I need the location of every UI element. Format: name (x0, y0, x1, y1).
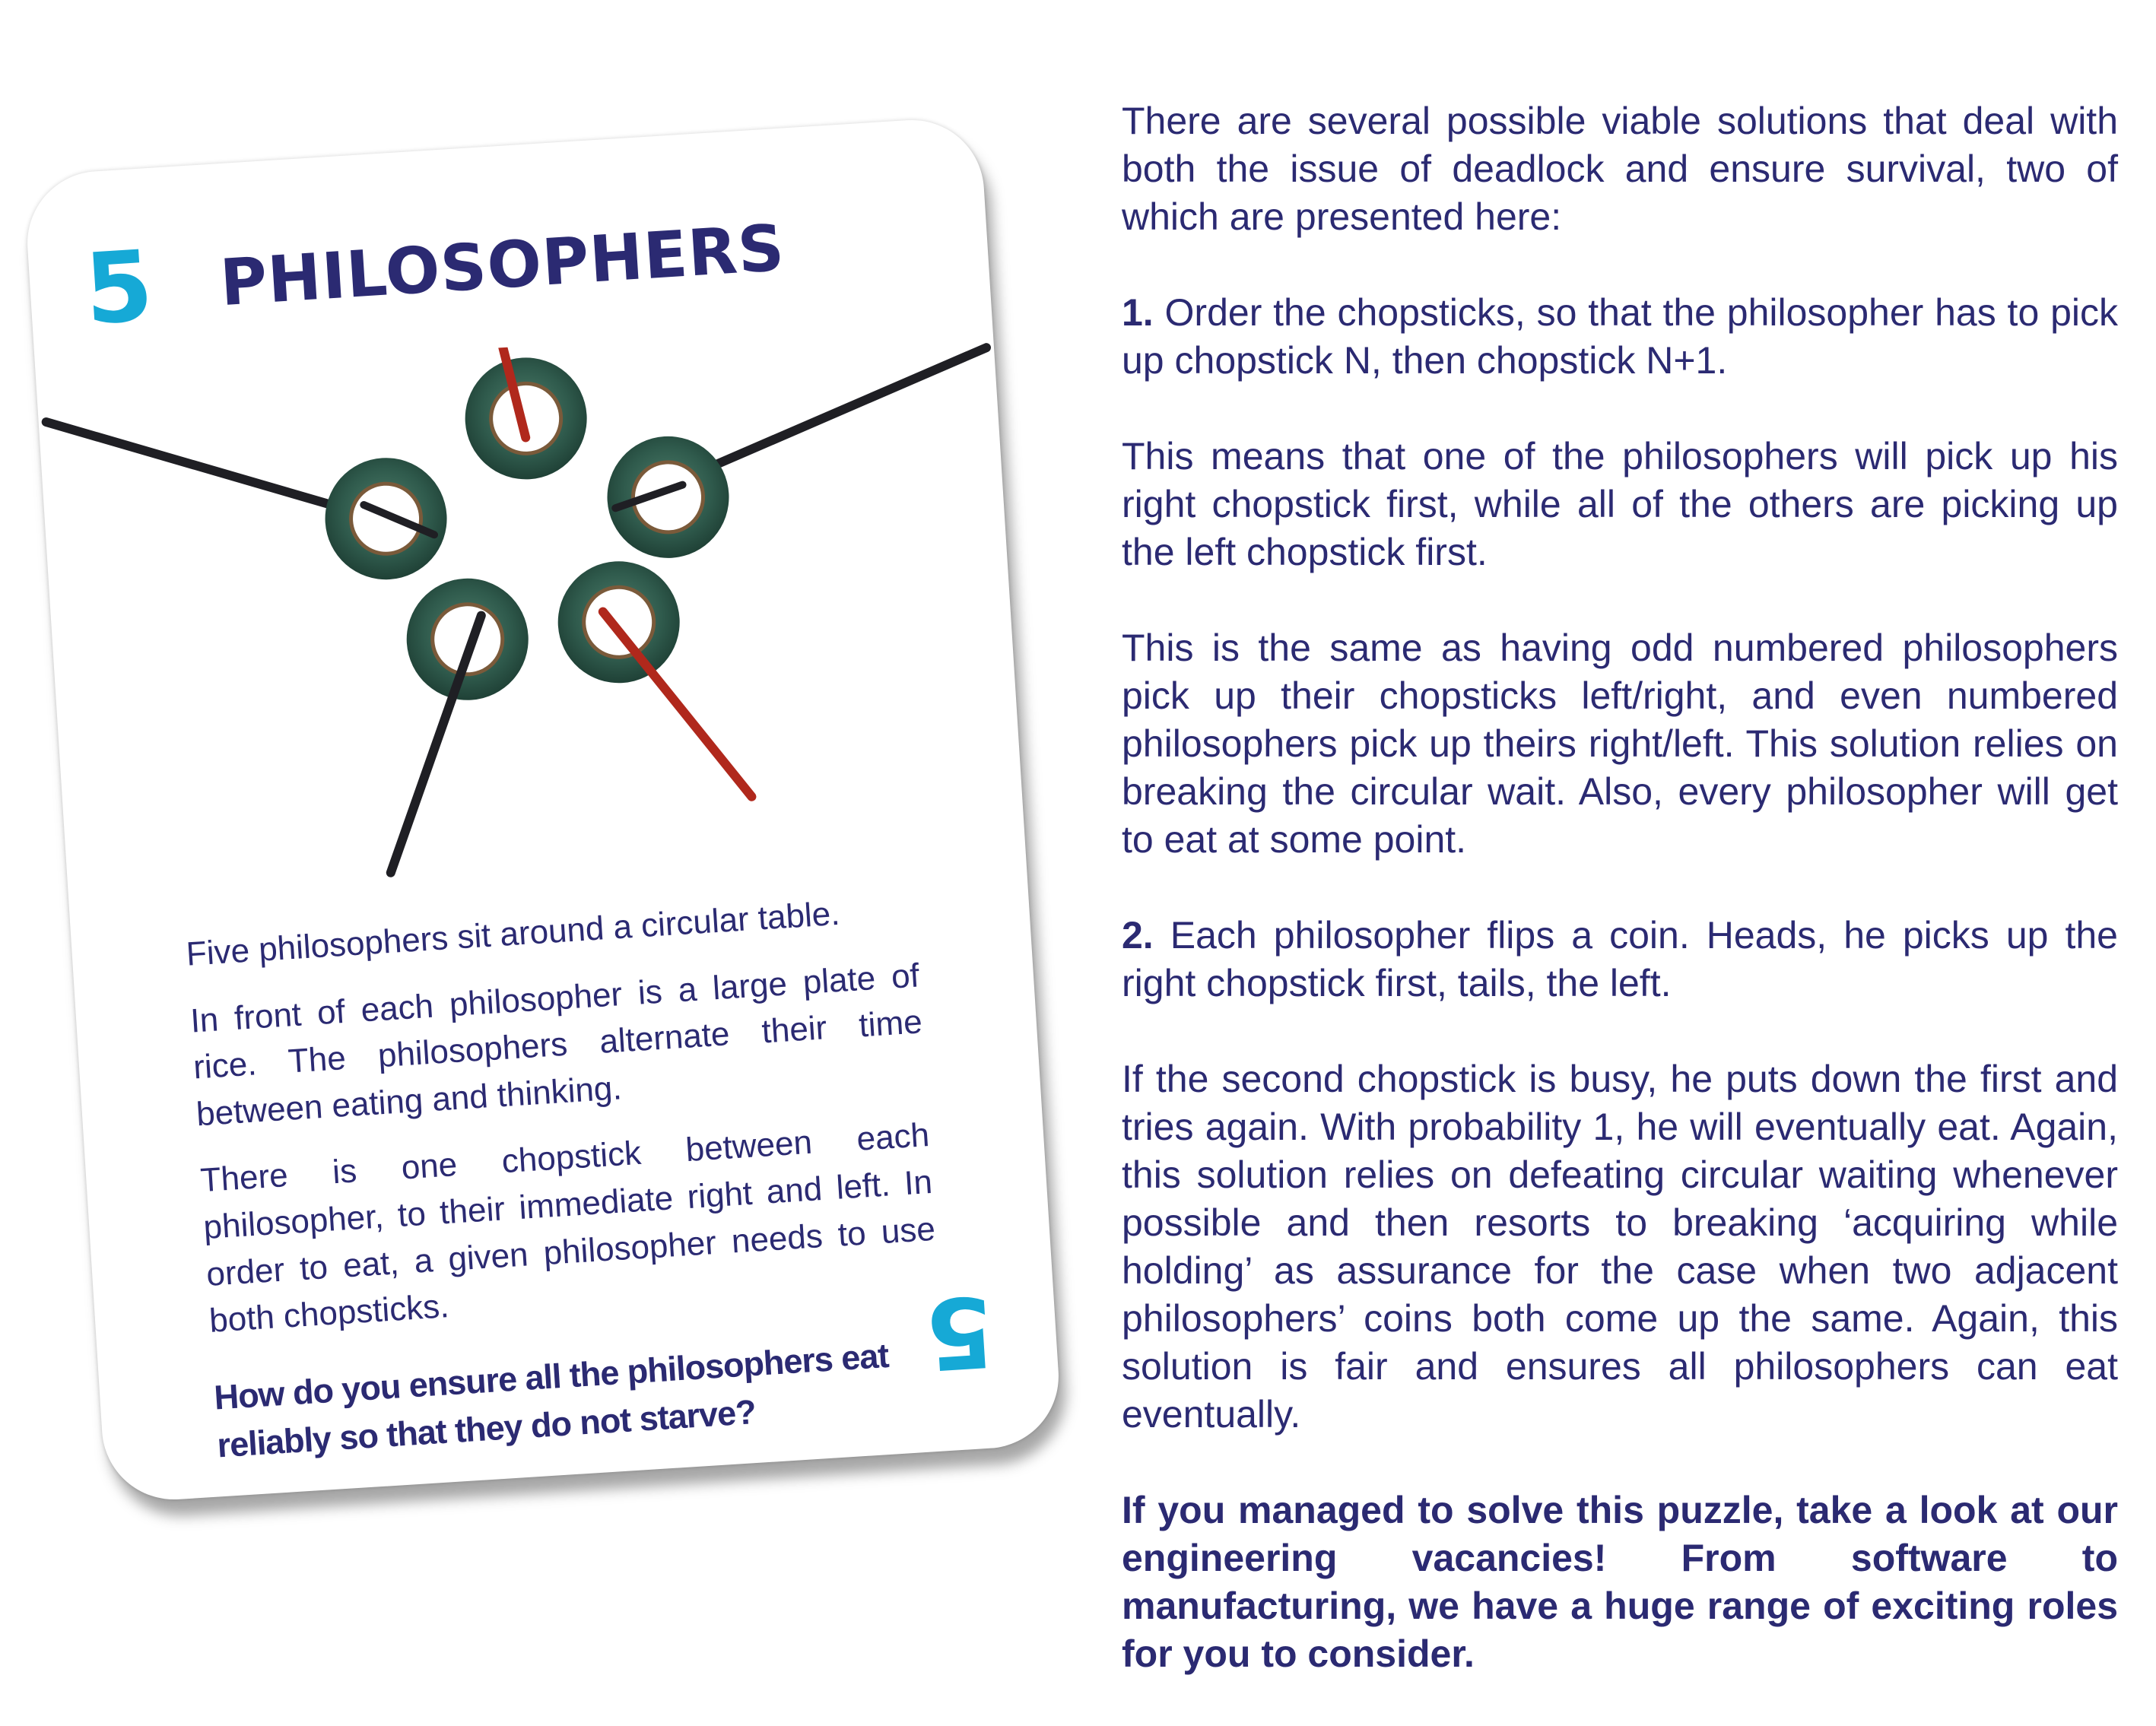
ring-top (462, 354, 591, 484)
solution-intro: There are several possible viable solutions that deal with both the issue of deadlock and ensure survival, two of which are presented here: (1122, 100, 2118, 238)
card-description (185, 886, 948, 1490)
rings-chopsticks-illustration (36, 317, 1025, 909)
card-number-inverted: 5 (922, 1273, 997, 1391)
solution-2-text: Each philosopher flips a coin. Heads, he picks up the right chopstick first, tails, the left. (1122, 914, 2118, 1004)
solution-1-text: Order the chopsticks, so that the philosopher has to pick up chopstick N, then chopstick N+1. (1122, 291, 2118, 382)
ring-bottom-right (554, 557, 684, 687)
card-intro: Five philosophers sit around a circular table. (185, 894, 841, 973)
ring-right (604, 433, 733, 562)
solution-1-summary: This is the same as having odd numbered philosophers pick up their chopsticks left/right, and even numbered philosophers pick up theirs right/left. This solution relies on breaking the circular wait. Also, every philosopher will get to eat at some point. (1122, 627, 2118, 861)
puzzle-card (23, 116, 1062, 1504)
ring-bottom-left (403, 575, 532, 704)
ring-left (322, 454, 451, 583)
card-title: PHILOSOPHERS (218, 210, 787, 321)
solution-2-detail: If the second chopstick is busy, he puts down the first and tries again. With probability 1, he will eventually eat. Again, this solution relies on defeating circular waiting whenever possible and then resorts to breaking ‘acquiring while holding’ as assurance for the case when two adjacent philosophers’ coins both come up the same. Again, this solution is fair and ensures all philosophers can eat eventually. (1122, 1058, 2118, 1436)
card-question: How do you ensure all the philosophers eat reliably so that they do not starve? (213, 1335, 890, 1465)
card-paragraph-chopsticks: There is one chopstick between each philosopher, to their immediate right and left. In order to eat, a given philosopher needs to use both chopsticks. (199, 1116, 937, 1340)
card-number: 5 (81, 230, 157, 347)
solution-text (1122, 97, 2118, 1726)
solution-2-number: 2. (1122, 914, 1154, 957)
solution-1-detail: This means that one of the philosophers will pick up his right chopstick first, while all of the others are picking up the left chopstick first. (1122, 435, 2118, 573)
solution-2 (1122, 912, 2118, 1007)
solution-1 (1122, 289, 2118, 385)
call-to-action: If you managed to solve this puzzle, take a look at our engineering vacancies! From software to manufacturing, we have a huge range of exciting roles for you to consider. (1122, 1489, 2118, 1675)
solution-1-number: 1. (1122, 291, 1154, 334)
card-paragraph-rice: In front of each philosopher is a large plate of rice. The philosophers alternate their time between eating and thinking. (189, 957, 924, 1134)
